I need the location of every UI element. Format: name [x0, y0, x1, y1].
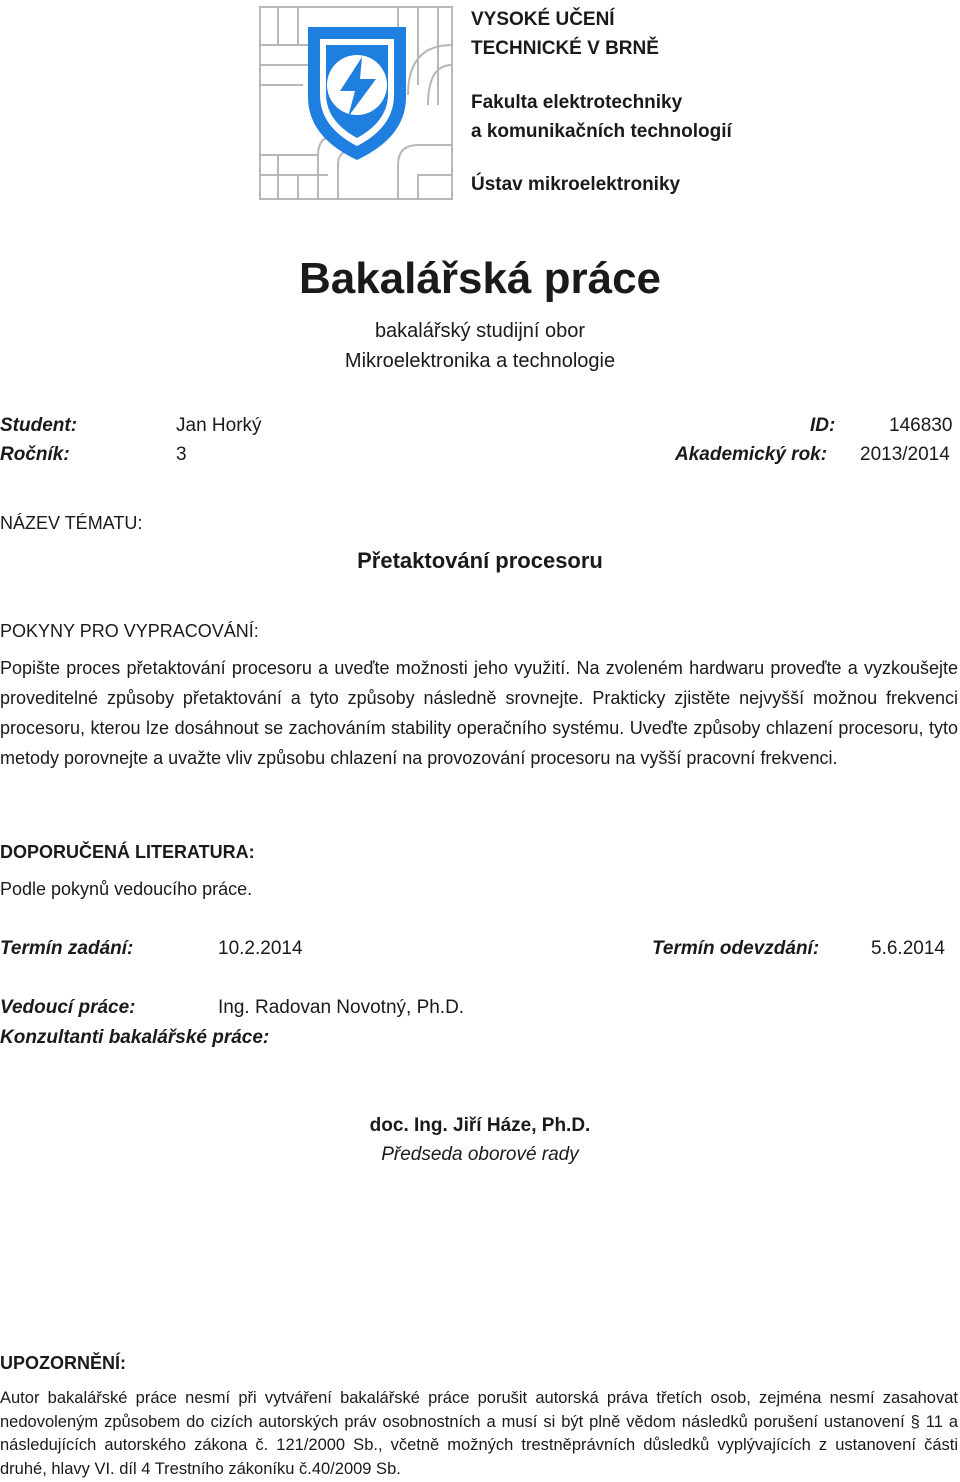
warning-label: UPOZORNĚNÍ: [0, 1353, 126, 1373]
academic-year-label: Akademický rok: [675, 444, 828, 465]
student-label: Student: [0, 415, 78, 436]
literature-label: DOPORUČENÁ LITERATURA: [0, 842, 255, 862]
institution-name-line1: VYSOKÉ UČENÍ [471, 9, 615, 30]
student-id: 146830 [889, 415, 953, 436]
signatory-role: Předseda oborové rady [381, 1144, 579, 1165]
university-logo-icon [258, 5, 454, 201]
due-date-value: 5.6.2014 [871, 938, 945, 959]
literature-text: Podle pokynů vedoucího práce. [0, 879, 253, 899]
instructions-label: POKYNY PRO VYPRACOVÁNÍ: [0, 621, 259, 641]
topic-label: NÁZEV TÉMATU: [0, 513, 143, 533]
consultants-label: Konzultanti bakalářské práce: [0, 1027, 270, 1048]
faculty-name-line1: Fakulta elektrotechniky [471, 92, 683, 113]
study-field: Mikroelektronika a technologie [344, 350, 616, 372]
supervisor-name: Ing. Radovan Novotný, Ph.D. [218, 997, 465, 1018]
instructions-text: Popište proces přetaktování procesoru a uveďte možnosti jeho využití. Na zvoleném hardwaru proveďte a vyzkoušejte proveditelné způsoby přetaktování a tyto způsoby následně srovnejte. Prakticky zjistěte nejvyšší možnou frekvenci procesoru, kterou lze dosáhnout se zachováním stability operačního systému. Uveďte způsoby chlazení procesoru, tyto metody porovnejte a uvažte vliv způsobu chlazení na provozování procesoru na vyšší pracovní frekvenci. [0, 658, 958, 768]
topic-title: Přetaktování procesoru [357, 548, 603, 573]
document-title: Bakalářská práce [298, 254, 662, 303]
faculty-name-line2: a komunikačních technologií [471, 121, 732, 142]
student-name: Jan Horký [176, 415, 262, 436]
due-date-label: Termín odevzdání: [652, 938, 820, 959]
assigned-date-value: 10.2.2014 [218, 938, 303, 959]
supervisor-label: Vedoucí práce: [0, 997, 136, 1018]
institution-name-line2: TECHNICKÉ V BRNĚ [471, 38, 659, 59]
study-program: bakalářský studijní obor [374, 320, 586, 342]
id-label: ID: [810, 415, 836, 436]
department-name: Ústav mikroelektroniky [471, 174, 681, 195]
year-label: Ročník: [0, 444, 70, 465]
signatory-name: doc. Ing. Jiří Háze, Ph.D. [369, 1115, 591, 1136]
academic-year-value: 2013/2014 [860, 444, 950, 465]
assigned-date-label: Termín zadání: [0, 938, 134, 959]
year-value: 3 [176, 444, 187, 465]
warning-text: Autor bakalářské práce nesmí při vytváření bakalářské práce porušit autorská práva třetích osob, zejména nesmí zasahovat nedovoleným způsobem do cizích autorských práv osobnostních a musí si být plně vědom následků porušení ustanovení § 11 a následujících autorského zákona č. 121/2000 Sb., včetně možných trestněprávních důsledků vyplývajících z ustanovení části druhé, hlavy VI. díl 4 Trestního zákoníku č.40/2009 Sb. [0, 1389, 958, 1478]
